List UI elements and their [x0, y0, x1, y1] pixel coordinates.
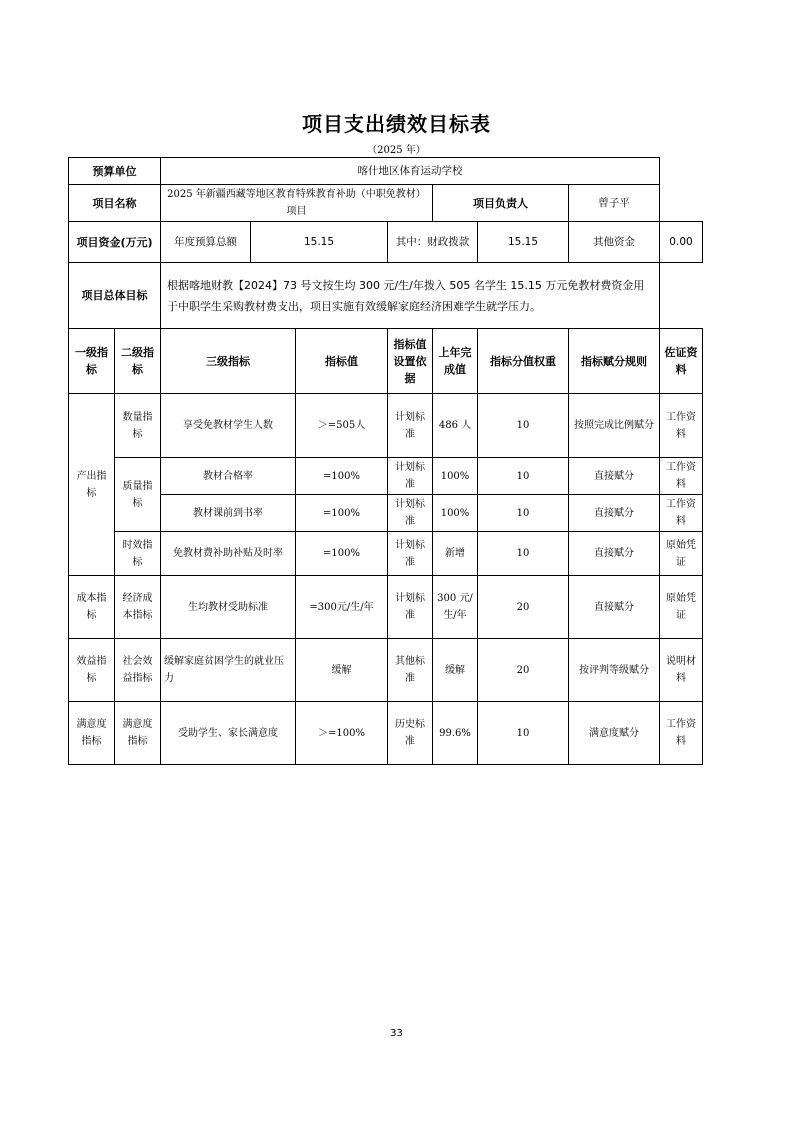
group-satisfaction: 满意度指标: [69, 702, 115, 765]
header-weight: 指标分值权重: [478, 329, 569, 394]
header-evidence: 佐证资料: [660, 329, 703, 394]
project-name-value: 2025 年新疆西藏等地区教育特殊教育补助（中职免教材）项目: [161, 185, 433, 222]
year-subtitle: （2025 年）: [367, 145, 426, 156]
rule-cell: 直接赋分: [569, 495, 660, 532]
group-benefit: 效益指标: [69, 639, 115, 702]
weight-cell: 20: [478, 576, 569, 639]
header-rule: 指标赋分规则: [569, 329, 660, 394]
level3-cell: 教材合格率: [161, 458, 296, 495]
other-funds-label: 其他资金: [569, 222, 660, 263]
header-basis: 指标值设置依据: [388, 329, 433, 394]
header-last-year: 上年完成值: [433, 329, 478, 394]
group-output: 产出指标: [69, 394, 115, 576]
level3-cell: 受助学生、家长满意度: [161, 702, 296, 765]
other-funds-value: 0.00: [660, 222, 703, 263]
weight-cell: 20: [478, 639, 569, 702]
rule-cell: 按评判等级赋分: [569, 639, 660, 702]
basis-cell: 计划标准: [388, 532, 433, 576]
header-level3: 三级指标: [161, 329, 296, 394]
last-year-cell: 缓解: [433, 639, 478, 702]
evidence-cell: 工作资料: [660, 702, 703, 765]
project-name-row: [69, 185, 703, 222]
level2-cell: 满意度指标: [115, 702, 161, 765]
weight-cell: 10: [478, 458, 569, 495]
value-cell: ＞=505人: [296, 394, 388, 458]
last-year-cell: 486 人: [433, 394, 478, 458]
budget-unit-row: [69, 158, 703, 185]
evidence-cell: 原始凭证: [660, 576, 703, 639]
rule-cell: 按照完成比例赋分: [569, 394, 660, 458]
evidence-cell: 工作资料: [660, 394, 703, 458]
rule-cell: 直接赋分: [569, 576, 660, 639]
level2-cell: 社会效益指标: [115, 639, 161, 702]
value-cell: =100%: [296, 458, 388, 495]
basis-cell: 计划标准: [388, 394, 433, 458]
funds-label: 项目资金(万元): [69, 222, 161, 263]
annual-budget-label: 年度预算总额: [161, 222, 251, 263]
last-year-cell: 300 元/生/年: [433, 576, 478, 639]
weight-cell: 10: [478, 394, 569, 458]
value-cell: =100%: [296, 495, 388, 532]
header-row: [69, 329, 703, 394]
header-value: 指标值: [296, 329, 388, 394]
basis-cell: 其他标准: [388, 639, 433, 702]
group-cost: 成本指标: [69, 576, 115, 639]
page-number: 33: [390, 1028, 403, 1039]
weight-cell: 10: [478, 495, 569, 532]
table-row: [69, 639, 703, 702]
project-leader-value: 曾子平: [569, 185, 660, 222]
fiscal-value: 15.15: [478, 222, 569, 263]
goal-text: 根据喀地财教【2024】73 号文按生均 300 元/生/年拨入 505 名学生 15.15 万元免教材费资金用于中职学生采购教材费支出，项目实施有效缓解家庭经济困难学生就学压力。: [161, 263, 660, 329]
header-level1: 一级指标: [69, 329, 115, 394]
weight-cell: 10: [478, 532, 569, 576]
level2-cell: 质量指标: [115, 458, 161, 532]
level3-cell: 生均教材受助标准: [161, 576, 296, 639]
level3-cell: 免教材费补助补贴及时率: [161, 532, 296, 576]
level2-cell: 时效指标: [115, 532, 161, 576]
evidence-cell: 工作资料: [660, 495, 703, 532]
basis-cell: 计划标准: [388, 495, 433, 532]
budget-unit-label: 预算单位: [69, 158, 161, 185]
goal-label: 项目总体目标: [69, 263, 161, 329]
value-cell: =300元/生/年: [296, 576, 388, 639]
value-cell: ＞=100%: [296, 702, 388, 765]
table-row: [69, 532, 703, 576]
goal-row: [69, 263, 703, 329]
table-row: [69, 394, 703, 458]
header-level2: 二级指标: [115, 329, 161, 394]
last-year-cell: 99.6%: [433, 702, 478, 765]
evidence-cell: 原始凭证: [660, 532, 703, 576]
last-year-cell: 100%: [433, 495, 478, 532]
table-row: [69, 495, 703, 532]
level3-cell: 享受免教材学生人数: [161, 394, 296, 458]
last-year-cell: 100%: [433, 458, 478, 495]
budget-unit-value: 喀什地区体育运动学校: [161, 158, 660, 185]
value-cell: =100%: [296, 532, 388, 576]
level3-cell: 教材课前到书率: [161, 495, 296, 532]
performance-target-table: [68, 157, 703, 765]
table-row: [69, 576, 703, 639]
project-name-label: 项目名称: [69, 185, 161, 222]
rule-cell: 直接赋分: [569, 532, 660, 576]
rule-cell: 直接赋分: [569, 458, 660, 495]
page-title: 项目支出绩效目标表: [302, 112, 491, 136]
funds-row: [69, 222, 703, 263]
basis-cell: 历史标准: [388, 702, 433, 765]
annual-budget-value: 15.15: [251, 222, 388, 263]
table-row: [69, 702, 703, 765]
level2-cell: 经济成本指标: [115, 576, 161, 639]
rule-cell: 满意度赋分: [569, 702, 660, 765]
evidence-cell: 工作资料: [660, 458, 703, 495]
level2-cell: 数量指标: [115, 394, 161, 458]
value-cell: 缓解: [296, 639, 388, 702]
weight-cell: 10: [478, 702, 569, 765]
fiscal-label: 其中：财政拨款: [388, 222, 478, 263]
table-row: [69, 458, 703, 495]
project-leader-label: 项目负责人: [433, 185, 569, 222]
level3-cell: 缓解家庭贫困学生的就业压力: [161, 639, 296, 702]
last-year-cell: 新增: [433, 532, 478, 576]
basis-cell: 计划标准: [388, 576, 433, 639]
evidence-cell: 说明材料: [660, 639, 703, 702]
basis-cell: 计划标准: [388, 458, 433, 495]
